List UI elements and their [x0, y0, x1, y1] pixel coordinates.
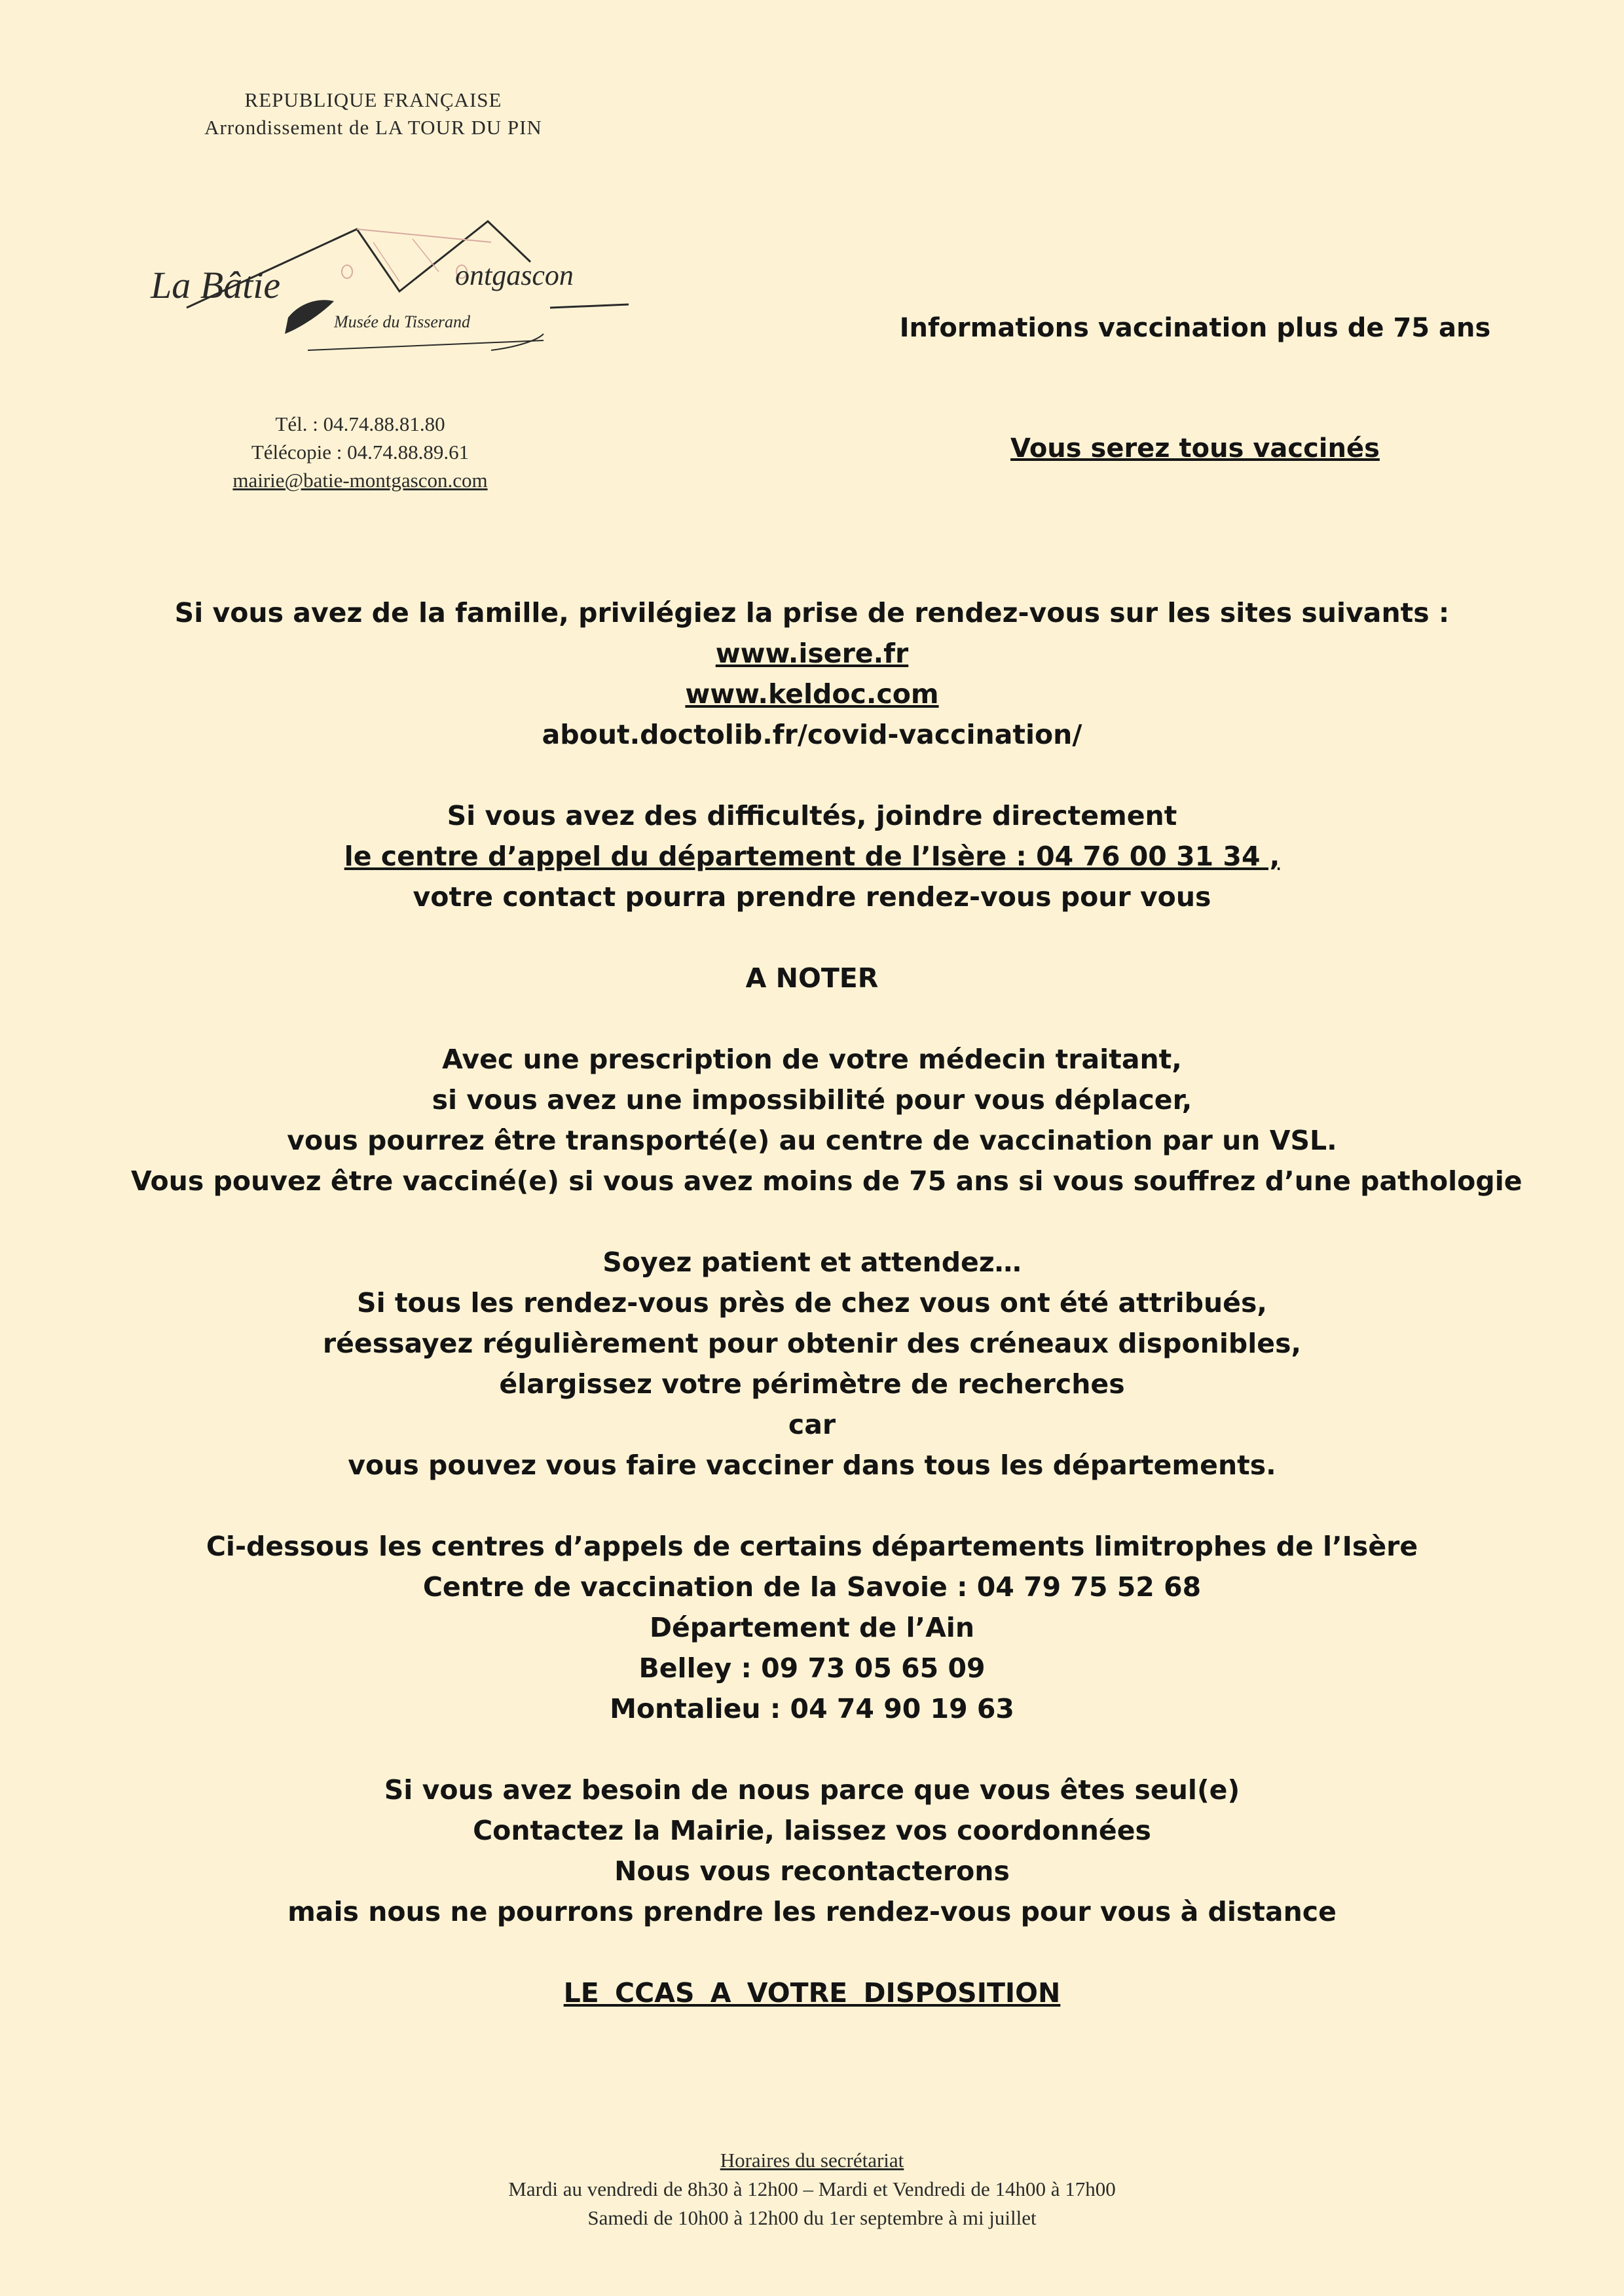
centers-line: Département de l’Ain — [649, 1612, 975, 1643]
alone-line: Si vous avez besoin de nous parce que vous êtes seul(e) — [384, 1774, 1240, 1806]
main-content — [131, 592, 1522, 2013]
email-link[interactable]: mairie@batie-montgascon.com — [232, 469, 488, 492]
logo-subtitle: Musée du Tisserand — [334, 312, 470, 331]
fax-number: Télécopie : 04.74.88.89.61 — [251, 441, 470, 464]
centers-line: Montalieu : 04 74 90 19 63 — [610, 1693, 1014, 1724]
call-center-text: le centre d’appel du département de l’Isère : 04 76 00 31 34 , — [344, 841, 1280, 872]
footer-hours-saturday: Samedi de 10h00 à 12h00 du 1er septembre à mi juillet — [587, 2206, 1037, 2229]
note-line: vous pourrez être transporté(e) au centre de vaccination par un VSL. — [287, 1125, 1337, 1156]
site-link-isere[interactable]: www.isere.fr — [715, 638, 909, 669]
alone-line: Nous vous recontacterons — [614, 1855, 1010, 1887]
difficulty-text: Si vous avez des difficultés, joindre directement — [447, 800, 1177, 831]
family-intro: Si vous avez de la famille, privilégiez la prise de rendez-vous sur les sites suivants : — [174, 597, 1450, 629]
page-subtitle: Vous serez tous vaccinés — [1010, 433, 1380, 464]
patience-line: car — [788, 1409, 836, 1440]
alone-line: Contactez la Mairie, laissez vos coordonnées — [473, 1815, 1151, 1846]
site-link-doctolib[interactable]: about.doctolib.fr/covid-vaccination/ — [542, 719, 1082, 750]
patience-line: Soyez patient et attendez… — [602, 1247, 1022, 1278]
note-line: si vous avez une impossibilité pour vous déplacer, — [432, 1084, 1192, 1116]
centers-line: Centre de vaccination de la Savoie : 04 79 75 52 68 — [422, 1571, 1202, 1603]
logo-text-left: La Bâtie — [151, 264, 281, 306]
patience-line: Si tous les rendez-vous près de chez vous ont été attribués, — [357, 1287, 1267, 1319]
centers-line: Belley : 09 73 05 65 09 — [638, 1652, 986, 1684]
footer-heading: Horaires du secrétariat — [720, 2149, 904, 2172]
logo-text-right: ontgascon — [455, 259, 574, 291]
note-line: Avec une prescription de votre médecin traitant, — [442, 1044, 1182, 1075]
note-line: Vous pouvez être vacciné(e) si vous avez moins de 75 ans si vous souffrez d’une pathologie — [131, 1165, 1522, 1197]
arrondissement-label: Arrondissement de LA TOUR DU PIN — [204, 116, 542, 139]
municipality-logo — [124, 210, 648, 367]
centers-line: Ci-dessous les centres d’appels de certains départements limitrophes de l’Isère — [206, 1531, 1418, 1562]
phone-number: Tél. : 04.74.88.81.80 — [275, 412, 445, 435]
contact-note: votre contact pourra prendre rendez-vous pour vous — [413, 881, 1211, 913]
republic-label: REPUBLIQUE FRANÇAISE — [244, 88, 502, 111]
footer-hours-weekday: Mardi au vendredi de 8h30 à 12h00 – Mardi et Vendredi de 14h00 à 17h00 — [508, 2178, 1116, 2200]
site-link-keldoc[interactable]: www.keldoc.com — [685, 678, 939, 710]
patience-line: élargissez votre périmètre de recherches — [499, 1368, 1125, 1400]
footer — [327, 2146, 1297, 2232]
note-heading: A NOTER — [745, 962, 879, 994]
alone-line: mais nous ne pourrons prendre les rendez-vous pour vous à distance — [287, 1896, 1337, 1927]
page-title: Informations vaccination plus de 75 ans — [899, 313, 1491, 343]
ccas-statement: LE CCAS A VOTRE DISPOSITION — [563, 1977, 1061, 2009]
patience-line: réessayez régulièrement pour obtenir des créneaux disponibles, — [322, 1328, 1302, 1359]
patience-line: vous pouvez vous faire vacciner dans tous les départements. — [348, 1449, 1276, 1481]
